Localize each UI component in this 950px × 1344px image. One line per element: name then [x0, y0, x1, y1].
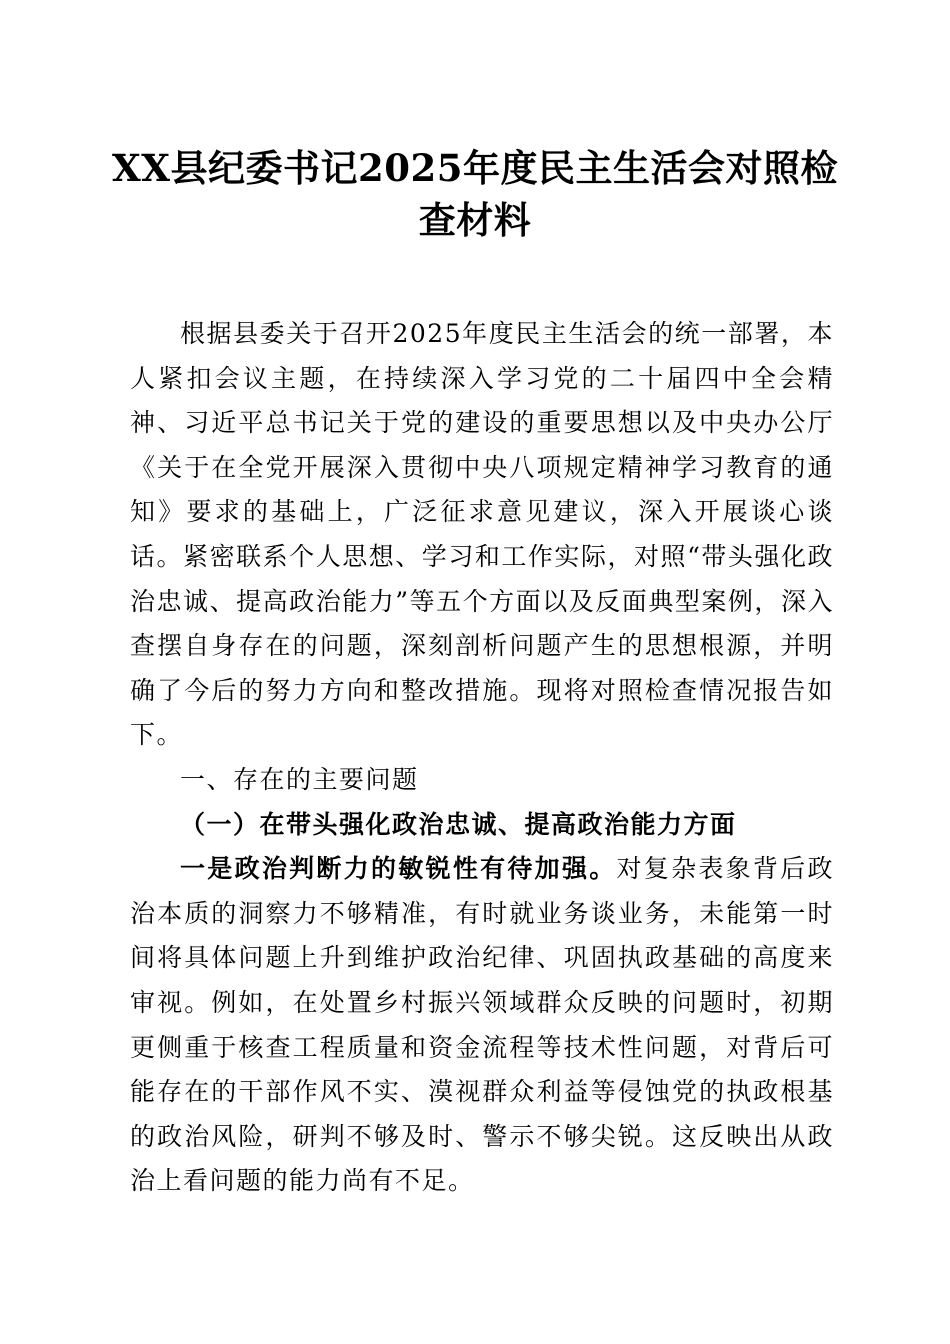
section-heading: 一、存在的主要问题 [180, 764, 419, 794]
point-paragraph [130, 847, 834, 1204]
point-body: 对复杂表象背后政治本质的洞察力不够精准，有时就业务谈业务，未能第一时间将具体问题上升到维护政治纪律、巩固执政基础的高度来审视。例如，在处置乡村振兴领域群众反映的问题时，初期更侧重于核查工程质量和资金流程等技术性问题，对背后可能存在的干部作风不实、漠视群众利益等侵蚀党的执政根基的政治风险，研判不够及时、警示不够尖锐。这反映出从政治上看问题的能力尚有不足。 [130, 854, 834, 1196]
intro-paragraph: 根据县委关于召开2025年度民主生活会的统一部署，本人紧扣会议主题，在持续深入学习党的二十届四中全会精神、习近平总书记关于党的建设的重要思想以及中央办公厅《关于在全党开展深入贯彻中央八项规定精神学习教育的通知》要求的基础上，广泛征求意见建议，深入开展谈心谈话。紧密联系个人思想、学习和工作实际，对照“带头强化政治忠诚、提高政治能力”等五个方面以及反面典型案例，深入查摆自身存在的问题，深刻剖析问题产生的思想根源，并明确了今后的努力方向和整改措施。现将对照检查情况报告如下。 [130, 319, 834, 750]
subsection-heading: （一）在带头强化政治忠诚、提高政治能力方面 [180, 809, 737, 839]
point-lead: 一是政治判断力的敏锐性有待加强。 [180, 854, 617, 884]
document-title: XX县纪委书记2025年度民主生活会对照检查材料 [112, 146, 838, 242]
document-body [130, 312, 834, 1204]
